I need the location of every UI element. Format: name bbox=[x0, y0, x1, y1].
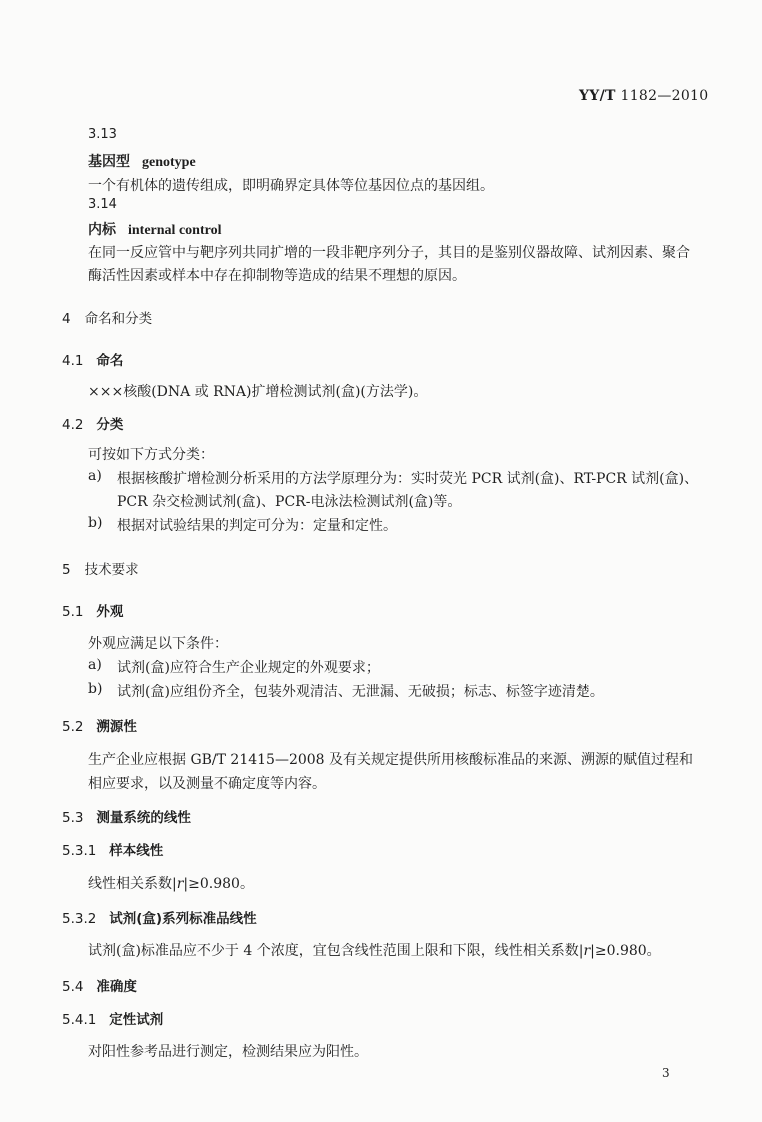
section-5-3-heading bbox=[62, 806, 191, 826]
section-4-heading bbox=[62, 307, 152, 327]
list-item-b-label: b) bbox=[88, 681, 103, 697]
section-4-2-title: 分类 bbox=[96, 417, 124, 433]
section-5-3-1-heading bbox=[62, 839, 163, 859]
section-4-2-heading bbox=[62, 413, 123, 433]
section-5-4-1-heading bbox=[62, 1008, 163, 1028]
section-5-2-text-line2: 相应要求，以及测量不确定度等内容。 bbox=[88, 776, 326, 792]
page-number: 3 bbox=[662, 1066, 670, 1080]
definition-genotype: 一个有机体的遗传组成，即明确界定具体等位基因位点的基因组。 bbox=[88, 178, 494, 194]
clause-3-14-number: 3.14 bbox=[88, 197, 117, 212]
standard-code bbox=[579, 88, 708, 104]
section-5-number: 5 bbox=[62, 562, 71, 578]
section-5-3-2-text-pre: 试剂(盒)标准品应不少于 4 个浓度，宜包含线性范围上限和下限，线性相关系数| bbox=[88, 943, 584, 959]
section-5-4-number: 5.4 bbox=[62, 979, 84, 995]
section-5-3-1-number: 5.3.1 bbox=[62, 843, 97, 859]
section-5-4-1-text: 对阳性参考品进行测定，检测结果应为阳性。 bbox=[88, 1044, 368, 1060]
standard-code-number: 1182—2010 bbox=[615, 88, 709, 104]
term-internal-control-en: internal control bbox=[128, 223, 222, 238]
section-5-2-title: 溯源性 bbox=[96, 719, 137, 735]
correlation-symbol: r bbox=[583, 943, 591, 959]
term-internal-control bbox=[88, 219, 221, 239]
section-4-1-title: 命名 bbox=[96, 353, 124, 369]
section-5-1-title: 外观 bbox=[96, 604, 124, 620]
section-5-4-title: 准确度 bbox=[96, 979, 137, 995]
term-genotype-zh: 基因型 bbox=[88, 154, 130, 170]
section-5-3-title: 测量系统的线性 bbox=[96, 810, 191, 826]
list-item-a-text-line2: PCR 杂交检测试剂(盒)、PCR-电泳法检测试剂(盒)等。 bbox=[117, 494, 462, 510]
section-5-3-1-title: 样本线性 bbox=[109, 843, 164, 859]
section-4-number: 4 bbox=[62, 311, 71, 327]
section-4-1-text: ×××核酸(DNA 或 RNA)扩增检测试剂(盒)(方法学)。 bbox=[88, 384, 428, 400]
section-5-1-number: 5.1 bbox=[62, 604, 84, 620]
clause-3-13-number: 3.13 bbox=[88, 127, 117, 142]
standard-code-prefix: YY/T bbox=[579, 88, 616, 104]
section-5-1-heading bbox=[62, 600, 123, 620]
list-item-a-label: a) bbox=[88, 468, 102, 484]
section-4-2-number: 4.2 bbox=[62, 417, 84, 433]
section-4-title: 命名和分类 bbox=[84, 311, 153, 327]
term-genotype-en: genotype bbox=[142, 155, 196, 170]
section-5-3-2-heading bbox=[62, 907, 257, 927]
definition-internal-control-line2: 酶活性因素或样本中存在抑制物等造成的结果不理想的原因。 bbox=[88, 268, 466, 284]
definition-internal-control-line1: 在同一反应管中与靶序列共同扩增的一段非靶序列分子，其目的是鉴别仪器故障、试剂因素、聚合 bbox=[88, 245, 690, 261]
term-genotype bbox=[88, 151, 196, 171]
section-5-3-1-text-post: |≥0.980。 bbox=[183, 876, 254, 892]
section-5-1-intro: 外观应满足以下条件： bbox=[88, 636, 228, 652]
section-5-3-1-text bbox=[88, 873, 254, 893]
section-5-3-2-text bbox=[88, 940, 661, 960]
section-5-3-number: 5.3 bbox=[62, 810, 84, 826]
list-item-b-text: 试剂(盒)应组份齐全，包装外观清洁、无泄漏、无破损；标志、标签字迹清楚。 bbox=[117, 684, 604, 700]
section-5-3-2-number: 5.3.2 bbox=[62, 911, 97, 927]
list-item-b-text: 根据对试验结果的判定可分为：定量和定性。 bbox=[117, 518, 397, 534]
section-5-4-heading bbox=[62, 975, 137, 995]
list-item-b-label: b) bbox=[88, 515, 103, 531]
term-internal-control-zh: 内标 bbox=[88, 222, 116, 238]
list-item-a-label: a) bbox=[88, 657, 102, 673]
section-4-2-intro: 可按如下方式分类： bbox=[88, 447, 214, 463]
section-5-3-1-text-pre: 线性相关系数| bbox=[88, 876, 177, 892]
section-5-3-2-title: 试剂(盒)系列标准品线性 bbox=[109, 911, 257, 927]
list-item-a-text: 试剂(盒)应符合生产企业规定的外观要求； bbox=[117, 660, 380, 676]
section-5-2-heading bbox=[62, 715, 137, 735]
correlation-symbol: r bbox=[176, 876, 184, 892]
section-4-1-heading bbox=[62, 349, 123, 369]
list-item-a-text-line1: 根据核酸扩增检测分析采用的方法学原理分为：实时荧光 PCR 试剂(盒)、RT-PCR 试剂(盒)、 bbox=[117, 471, 699, 487]
section-5-3-2-text-post: |≥0.980。 bbox=[590, 943, 661, 959]
section-5-heading bbox=[62, 558, 139, 578]
section-5-4-1-number: 5.4.1 bbox=[62, 1012, 97, 1028]
section-5-2-text-line1: 生产企业应根据 GB/T 21415—2008 及有关规定提供所用核酸标准品的来源、溯源的赋值过程和 bbox=[88, 752, 694, 768]
section-4-1-number: 4.1 bbox=[62, 353, 84, 369]
section-5-2-number: 5.2 bbox=[62, 719, 84, 735]
section-5-title: 技术要求 bbox=[84, 562, 139, 578]
section-5-4-1-title: 定性试剂 bbox=[109, 1012, 164, 1028]
